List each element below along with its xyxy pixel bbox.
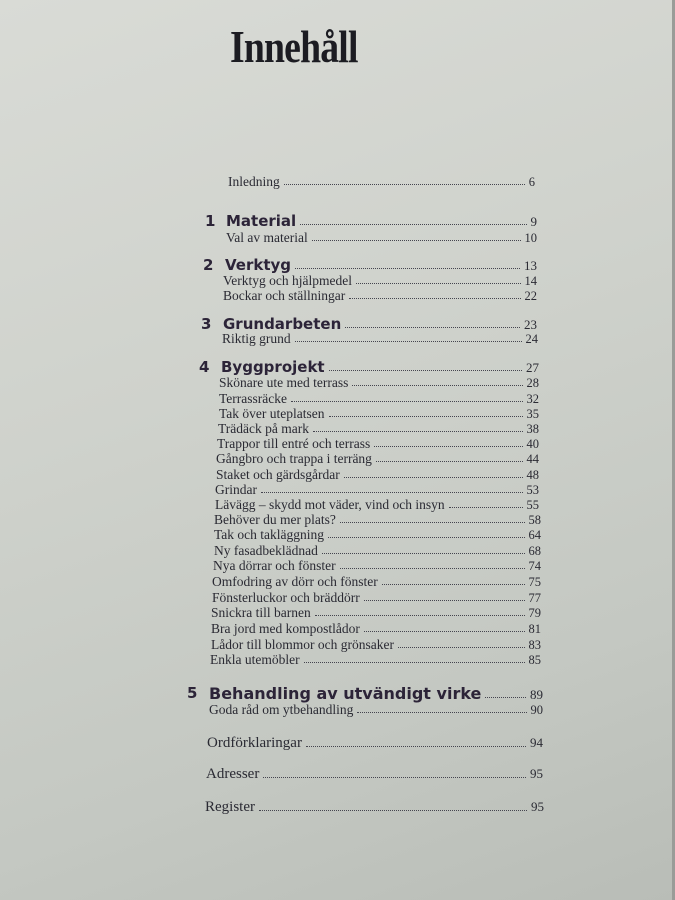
toc-entry-label: Tak över uteplatsen <box>219 406 325 421</box>
toc-entry-label: Verktyg och hjälpmedel <box>223 273 352 288</box>
toc-entry-row <box>214 512 541 528</box>
toc-entry-label: Behandling av utvändigt virke <box>209 684 482 703</box>
toc-page-number: 95 <box>531 799 544 814</box>
toc-entry-label: Adresser <box>206 766 260 782</box>
toc-page-number: 27 <box>526 360 539 375</box>
toc-page-number: 28 <box>526 376 539 390</box>
toc-entry-row <box>211 605 541 621</box>
dot-leader <box>304 661 525 663</box>
dot-leader <box>357 711 526 713</box>
toc-entry-label: Inledning <box>228 174 280 189</box>
toc-page-number: 14 <box>524 274 537 288</box>
toc-entry-row <box>219 375 539 391</box>
toc-entry-label: Fönsterluckor och bräddörr <box>212 590 360 605</box>
toc-page-number: 13 <box>524 258 537 273</box>
toc-page-number: 81 <box>528 622 541 636</box>
toc-page-number: 24 <box>525 332 538 346</box>
toc-page-number: 77 <box>528 591 541 605</box>
dot-leader <box>312 239 521 241</box>
toc-chapter-row <box>221 358 539 376</box>
toc-entry-label: Skönare ute med terrass <box>219 375 349 390</box>
dot-leader <box>313 430 523 432</box>
dot-leader <box>449 506 523 508</box>
toc-page-number: 58 <box>528 513 541 527</box>
toc-entry-label: Grindar <box>215 482 257 497</box>
dot-leader <box>356 282 521 284</box>
dot-leader <box>263 776 526 778</box>
toc-entry-row <box>212 574 541 590</box>
toc-page-number: 64 <box>528 528 541 542</box>
toc-entry-label: Grundarbeten <box>223 315 342 333</box>
dot-leader <box>295 340 522 342</box>
dot-leader <box>322 552 525 554</box>
toc-entry-row <box>219 406 539 422</box>
toc-entry-row <box>211 637 541 653</box>
dot-leader <box>382 583 525 585</box>
toc-entry-label: Omfodring av dörr och fönster <box>212 574 378 589</box>
toc-entry-label: Trädäck på mark <box>218 421 309 436</box>
toc-page-number: 22 <box>524 289 537 303</box>
toc-page-number: 48 <box>526 468 539 482</box>
dot-leader <box>340 521 525 523</box>
toc-entry-label: Material <box>226 212 297 230</box>
toc-entry-label: Lävägg – skydd mot väder, vind och insyn <box>215 497 445 512</box>
dot-leader <box>284 183 525 185</box>
dot-leader <box>261 491 523 493</box>
dot-leader <box>315 614 525 616</box>
toc-page-number: 38 <box>526 422 539 436</box>
toc-entry-label: Lådor till blommor och grönsaker <box>211 637 394 652</box>
toc-entry-row <box>212 590 541 606</box>
toc-entry-row <box>214 527 541 543</box>
toc-page-number: 44 <box>526 452 539 466</box>
toc-page-number: 79 <box>528 606 541 620</box>
toc-entry-label: Register <box>205 799 255 815</box>
toc-entry-label: Goda råd om ytbehandling <box>209 702 354 717</box>
toc-page-number: 6 <box>528 175 535 189</box>
toc-entry-row <box>223 273 537 289</box>
toc-entry-row <box>226 230 537 246</box>
dot-leader <box>485 696 526 698</box>
chapter-number: 1 <box>205 212 216 230</box>
chapter-number: 3 <box>201 315 212 333</box>
toc-entry-label: Gångbro och trappa i terräng <box>216 451 372 466</box>
toc-entry-label: Trappor till entré och terrass <box>217 436 371 451</box>
toc-entry-label: Byggprojekt <box>221 358 325 376</box>
page-title: Innehåll <box>230 21 358 72</box>
dot-leader <box>344 476 523 478</box>
toc-page-number: 55 <box>526 498 539 512</box>
dot-leader <box>329 415 523 417</box>
dot-leader <box>291 400 522 402</box>
chapter-number: 2 <box>203 256 214 274</box>
toc-entry-row <box>206 766 543 783</box>
toc-entry-label: Val av material <box>226 230 308 245</box>
dot-leader <box>376 460 523 462</box>
dot-leader <box>398 646 525 648</box>
toc-entry-row <box>210 652 541 668</box>
toc-entry-row <box>219 391 539 407</box>
dot-leader <box>352 384 522 386</box>
dot-leader <box>345 326 520 328</box>
dot-leader <box>306 745 526 747</box>
toc-page-number: 94 <box>530 735 543 750</box>
toc-entry-row <box>215 497 539 513</box>
toc-page-number: 10 <box>524 231 537 245</box>
toc-entry-label: Nya dörrar och fönster <box>213 558 336 573</box>
toc-page-number: 35 <box>526 407 539 421</box>
toc-page-number: 83 <box>528 638 541 652</box>
dot-leader <box>329 369 522 371</box>
toc-page-number: 9 <box>530 214 537 229</box>
toc-entry-row <box>228 174 535 190</box>
toc-entry-label: Staket och gärdsgårdar <box>216 467 340 482</box>
toc-entry-label: Ordförklaringar <box>207 735 302 751</box>
toc-entry-label: Enkla utemöbler <box>210 652 300 667</box>
toc-page-number: 85 <box>528 653 541 667</box>
toc-entry-row <box>222 331 538 347</box>
toc-chapter-row <box>209 684 543 703</box>
toc-page-number: 95 <box>530 766 543 781</box>
toc-entry-row <box>214 543 541 559</box>
toc-page-number: 68 <box>528 544 541 558</box>
toc-entry-label: Riktig grund <box>222 331 291 346</box>
dot-leader <box>259 809 527 811</box>
toc-entry-label: Behöver du mer plats? <box>214 512 336 527</box>
toc-page-number: 32 <box>526 392 539 406</box>
toc-entry-row <box>205 799 544 816</box>
toc-chapter-row <box>225 256 537 274</box>
toc-entry-label: Tak och takläggning <box>214 527 325 542</box>
toc-page-number: 74 <box>528 559 541 573</box>
toc-entry-row <box>223 288 537 304</box>
dot-leader <box>349 297 520 299</box>
toc-page-number: 40 <box>526 437 539 451</box>
toc-page-number: 90 <box>530 703 543 717</box>
toc-entry-label: Ny fasadbeklädnad <box>214 543 318 558</box>
dot-leader <box>374 445 522 447</box>
toc-entry-row <box>207 735 543 752</box>
toc-page-number: 53 <box>526 483 539 497</box>
dot-leader <box>340 567 525 569</box>
toc-entry-row <box>211 621 541 637</box>
toc-entry-row <box>216 451 539 467</box>
chapter-number: 5 <box>187 684 198 702</box>
dot-leader <box>300 223 526 225</box>
toc-entry-row <box>217 436 539 452</box>
toc-entry-label: Bra jord med kompostlådor <box>211 621 360 636</box>
dot-leader <box>295 267 520 269</box>
toc-page-number: 23 <box>524 317 537 332</box>
dot-leader <box>328 536 524 538</box>
toc-entry-row <box>213 558 541 574</box>
toc-page-number: 75 <box>528 575 541 589</box>
toc-entry-row <box>218 421 539 437</box>
toc-entry-row <box>209 702 543 718</box>
toc-chapter-row <box>226 212 537 230</box>
toc-entry-label: Snickra till barnen <box>211 605 311 620</box>
dot-leader <box>364 630 525 632</box>
toc-entry-label: Terrassräcke <box>219 391 288 406</box>
chapter-number: 4 <box>199 358 210 376</box>
toc-entry-row <box>216 467 539 483</box>
toc-entry-label: Bockar och ställningar <box>223 288 346 303</box>
toc-page-number: 89 <box>530 687 543 702</box>
toc-entry-label: Verktyg <box>225 256 292 274</box>
dot-leader <box>364 599 525 601</box>
toc-entry-row <box>215 482 539 498</box>
